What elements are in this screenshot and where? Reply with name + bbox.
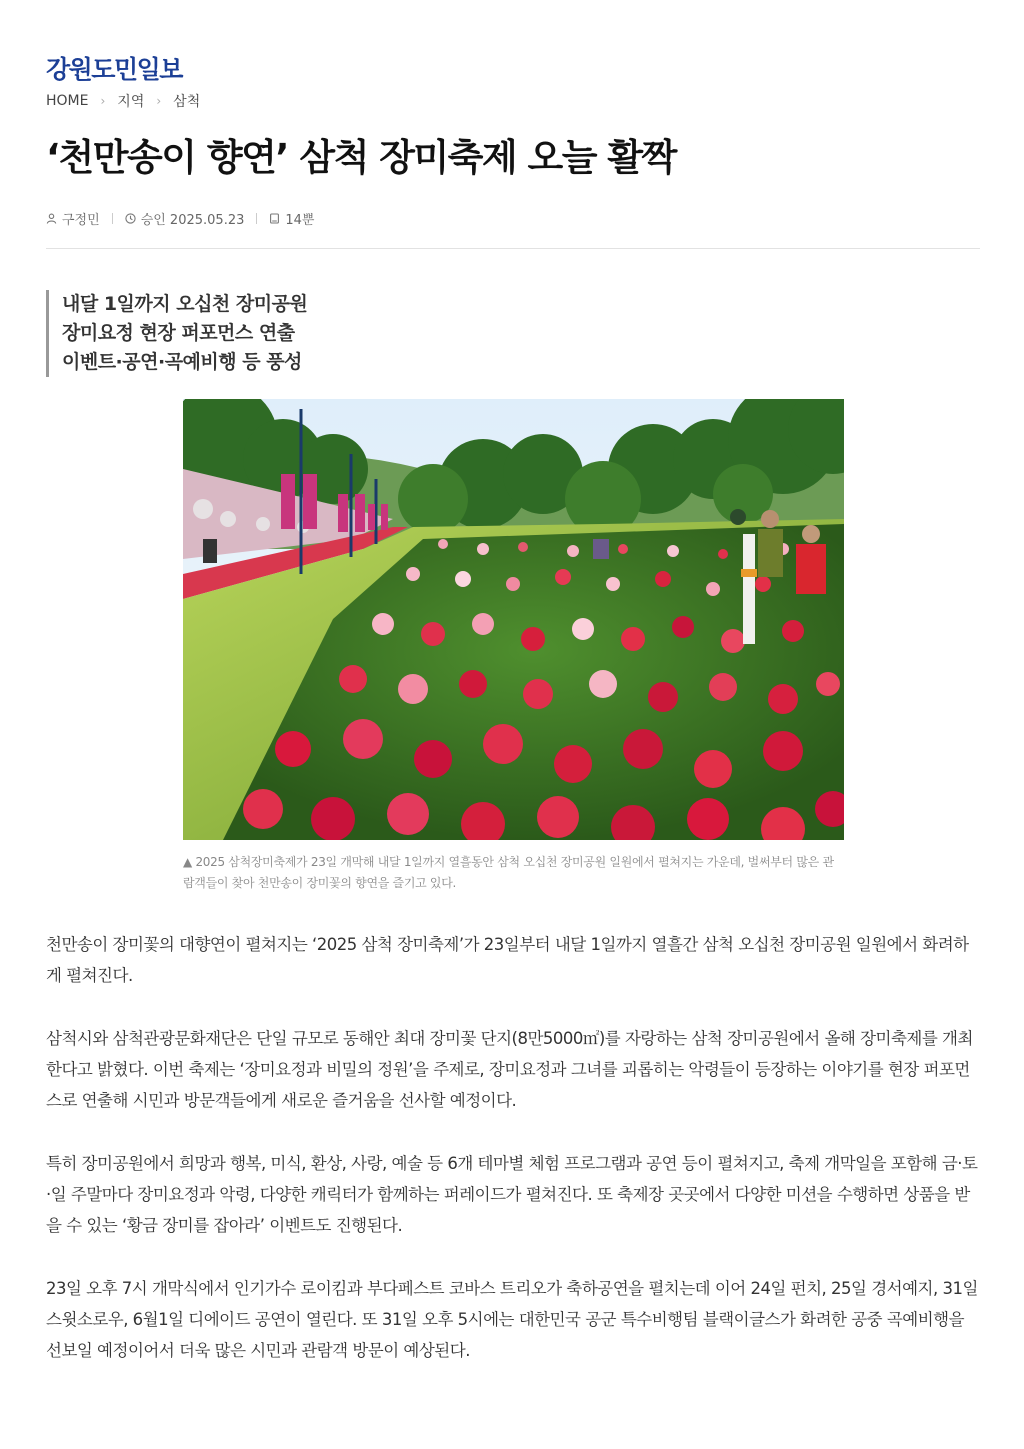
font-size-label[interactable]: 14뿐 [285, 213, 315, 228]
rose-garden-illustration [183, 399, 844, 840]
article-paragraph: 23일 오후 7시 개막식에서 인기가수 로이킴과 부다페스트 코바스 트리오가 축하공연을 펼치는데 이어 24일 펀치, 25일 경서예지, 31일 스윗소로우, 6월1일 디에이드 공연이 열린다. 또 31일 오후 5시에는 대한민국 공군 특수비행팀 블랙이글스가 화려한 공중 곡예비행을 선보일 예정이어서 더욱 많은 시민과 관람객 방문이 예상된다. [46, 1279, 978, 1360]
article-title: ‘천만송이 향연’ 삼척 장미축제 오늘 활짝 [46, 136, 676, 179]
meta-divider [112, 213, 113, 224]
article-photo[interactable] [183, 399, 844, 840]
article-paragraph: 삼척시와 삼척관광문화재단은 단일 규모로 동해안 최대 장미꽃 단지(8만5000㎡)를 자랑하는 삼척 장미공원에서 올해 장미축제를 개최한다고 밝혔다. 이번 축제는 ‘장미요정과 비밀의 정원’을 주제로, 장미요정과 그녀를 괴롭히는 악령들이 등장하는 이야기를 현장 퍼포먼스로 연출해 시민과 방문객들에게 새로운 즐거움을 선사할 예정이다. [46, 1029, 973, 1110]
meta-date [125, 209, 245, 228]
person-icon [46, 213, 57, 224]
photo-caption: ▲ 2025 삼척장미축제가 23일 개막해 내달 1일까지 열흘동안 삼척 오십천 장미공원 일원에서 펼쳐지는 가운데, 벌써부터 많은 관람객들이 찾아 천만송이 장미꽃의 향연을 즐기고 있다. [183, 855, 834, 890]
breadcrumb [46, 91, 200, 111]
subtitle-line: 장미요정 현장 퍼포먼스 연출 [62, 322, 295, 344]
subtitle-line: 내달 1일까지 오십천 장미공원 [62, 293, 308, 315]
breadcrumb-home[interactable]: HOME [46, 93, 89, 109]
article-meta [46, 209, 314, 228]
subtitle-line: 이벤트·공연·곡예비행 등 풍성 [62, 351, 302, 373]
article-paragraph: 특히 장미공원에서 희망과 행복, 미식, 환상, 사랑, 예술 등 6개 테마별 체험 프로그램과 공연 등이 펼쳐지고, 축제 개막일을 포함해 금·토·일 주말마다 장미요정과 악령, 다양한 캐릭터가 함께하는 퍼레이드가 펼쳐진다. 또 축제장 곳곳에서 다양한 미션을 수행하면 상품을 받을 수 있는 ‘황금 장미를 잡아라’ 이벤트도 진행된다. [46, 1154, 978, 1235]
header-divider [46, 248, 980, 249]
chevron-right-icon: › [156, 94, 162, 108]
bookmark-icon [269, 213, 280, 224]
breadcrumb-region[interactable]: 지역 [117, 94, 145, 110]
meta-author [46, 209, 100, 228]
meta-divider [256, 213, 257, 224]
article-body [46, 929, 980, 1398]
meta-fontsize [269, 209, 314, 228]
approved-date: 승인 2025.05.23 [140, 213, 245, 228]
clock-icon [125, 213, 136, 224]
chevron-right-icon: › [100, 94, 106, 108]
article-subtitles [46, 290, 307, 377]
article-paragraph: 천만송이 장미꽃의 대향연이 펼쳐지는 ‘2025 삼척 장미축제’가 23일부터 내달 1일까지 열흘간 삼척 오십천 장미공원 일원에서 화려하게 펼쳐진다. [46, 935, 969, 985]
breadcrumb-city[interactable]: 삼척 [173, 94, 201, 110]
author-name[interactable]: 구정민 [62, 213, 100, 228]
site-logo[interactable]: 강원도민일보 [46, 55, 182, 84]
